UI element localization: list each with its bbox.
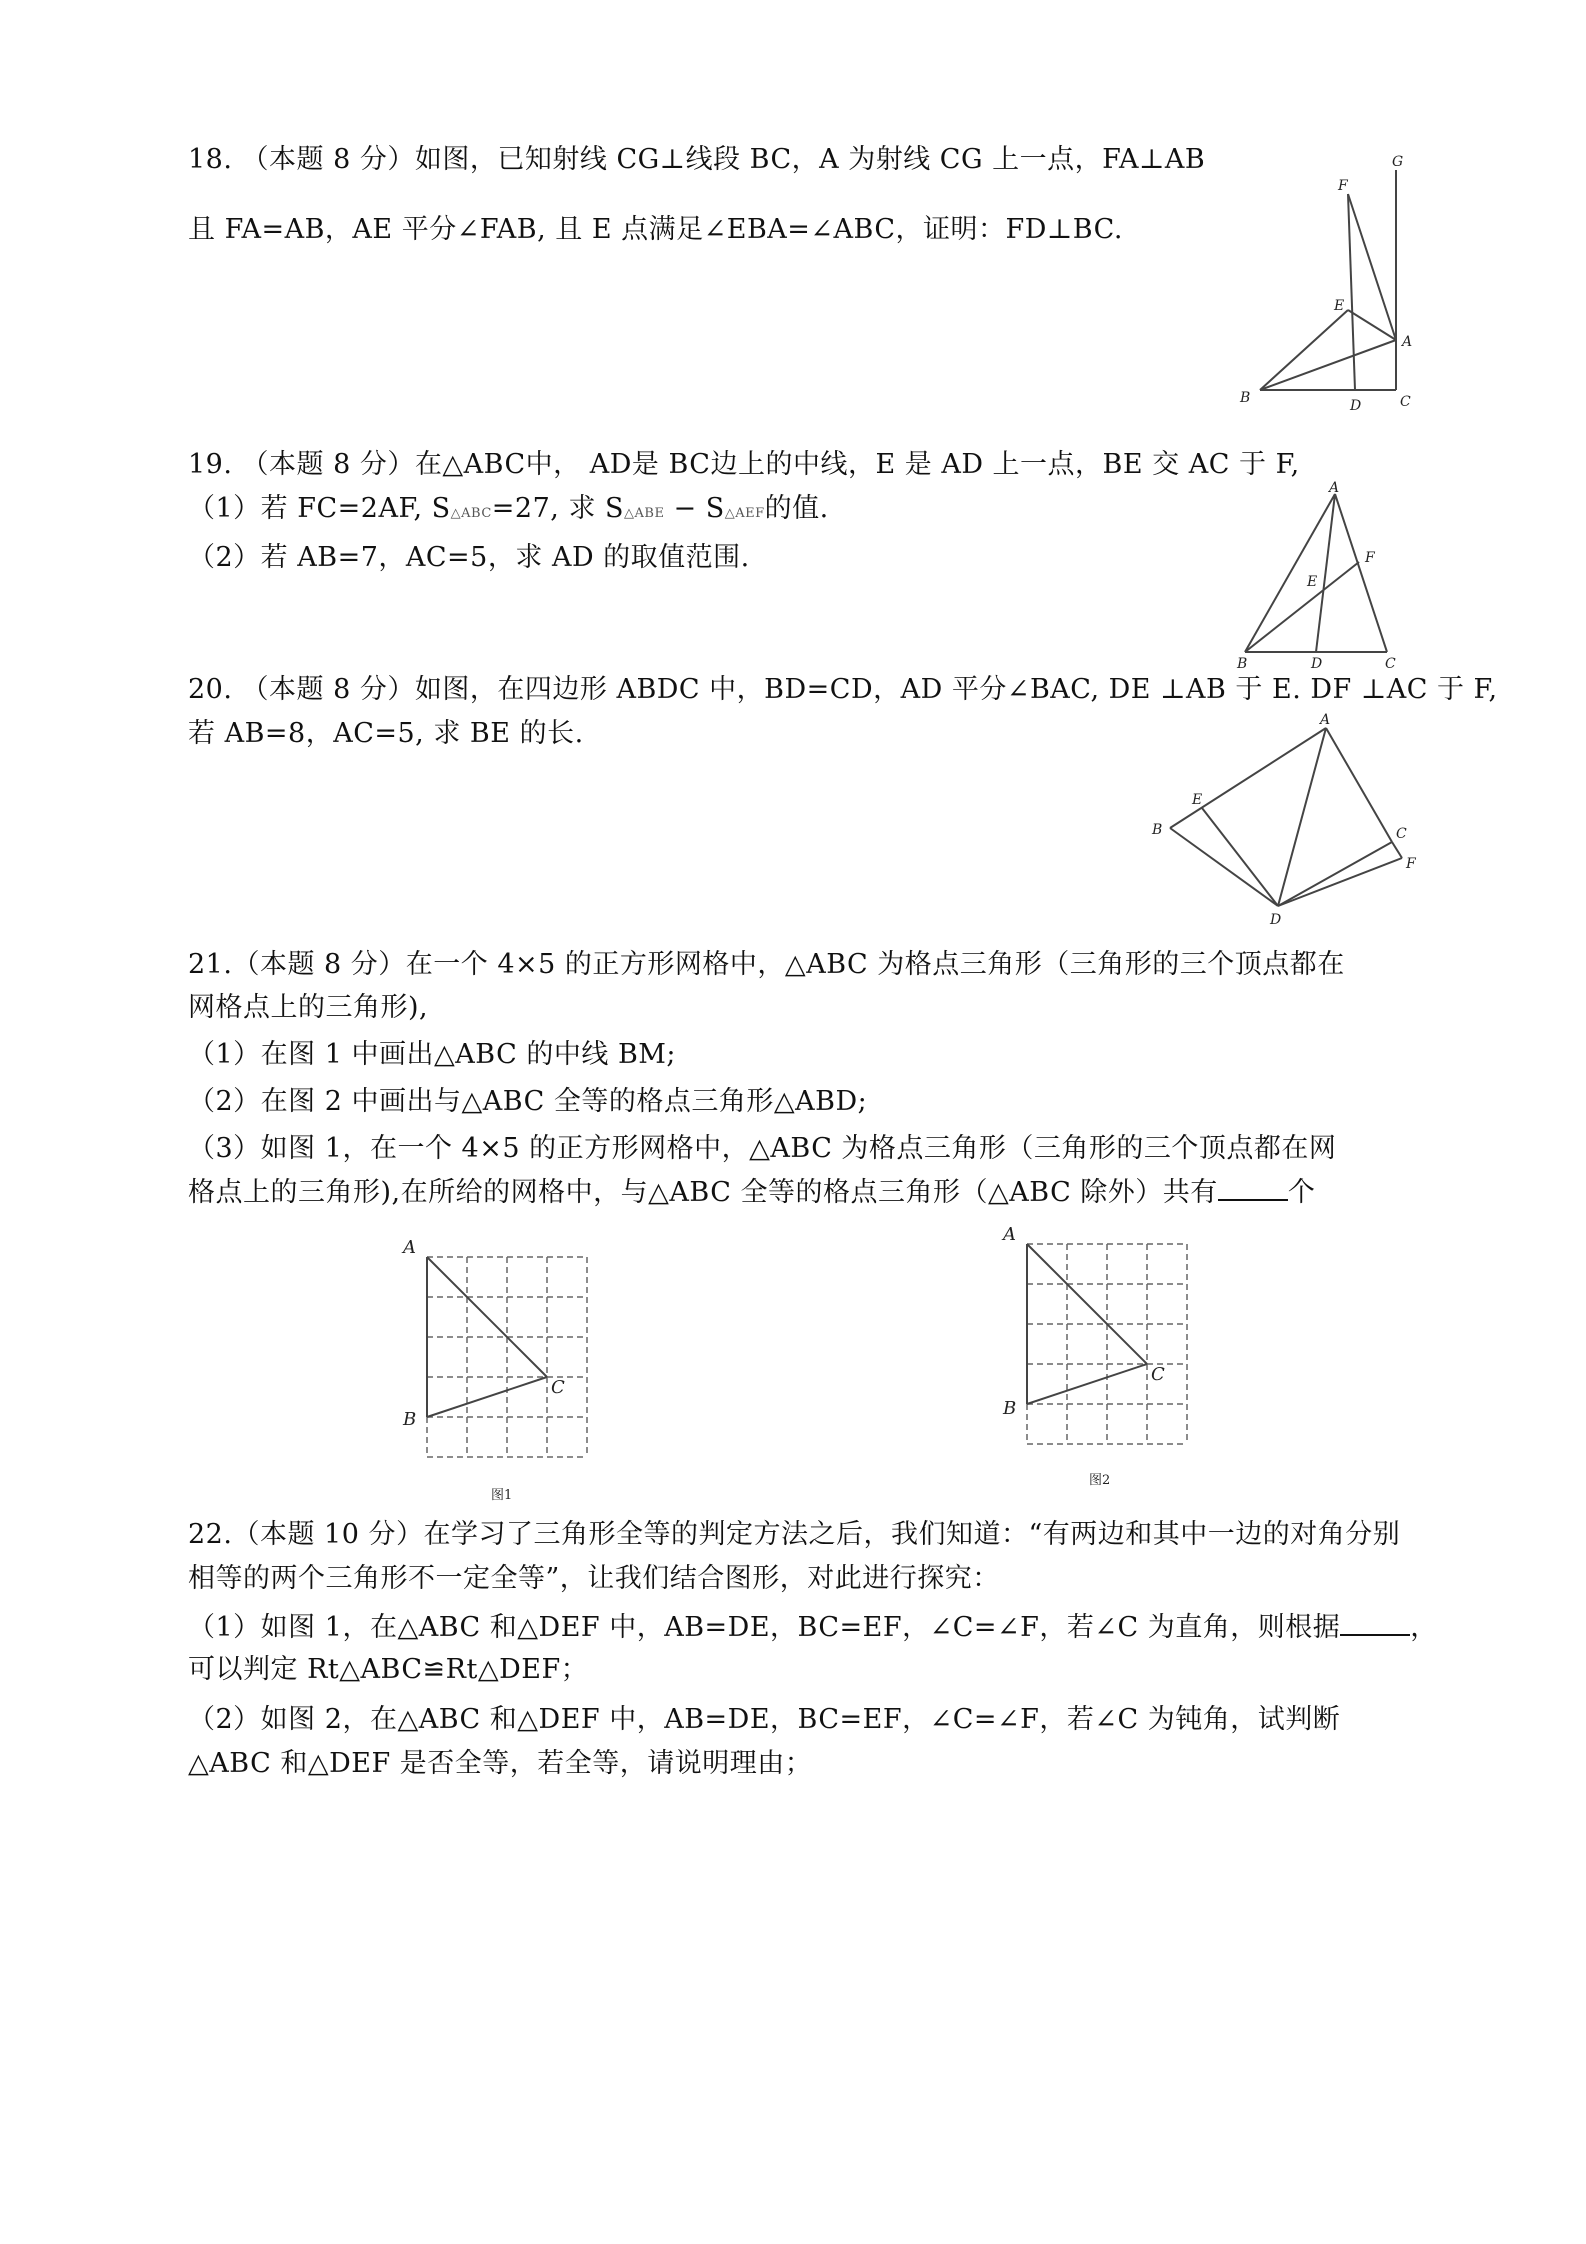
q18-text-line1: 18. （本题 8 分）如图，已知射线 CG⊥线段 BC，A 为射线 CG 上一点，FA⊥AB: [188, 144, 1206, 175]
q19-sub-abe: △ABE: [624, 506, 665, 521]
q19-part1-d: 的值.: [764, 493, 829, 524]
q21-text-line5: （3）如图 1，在一个 4×5 的正方形网格中，△ABC 为格点三角形（三角形的三个顶点都在网: [188, 1133, 1337, 1164]
q19-label-e: E: [1307, 574, 1318, 590]
q18-figure: [1220, 150, 1440, 420]
q20-label-a: A: [1320, 712, 1331, 728]
q19-label-d: D: [1311, 656, 1323, 670]
q20-label-f: F: [1406, 856, 1416, 872]
q22-text-line3: [188, 1608, 1438, 1646]
q19-label-a: A: [1329, 480, 1340, 496]
q20-text-line2: 若 AB=8，AC=5, 求 BE 的长.: [188, 718, 584, 749]
q22-text-line4: 可以判定 Rt△ABC≌Rt△DEF；: [188, 1654, 589, 1685]
q19-sub-aef: △AEF: [724, 506, 765, 521]
q21-figure1: [395, 1235, 615, 1515]
q19-part1-b: =27, 求 S: [491, 493, 625, 524]
q21-text-line3: （1）在图 1 中画出△ABC 的中线 BM;: [188, 1039, 677, 1070]
q21-fig2-label-c: C: [1151, 1364, 1165, 1385]
q18-label-d: D: [1350, 398, 1362, 414]
q20-text-line1: 20. （本题 8 分）如图，在四边形 ABDC 中，BD=CD，AD 平分∠BAC, DE ⊥AB 于 E. DF ⊥AC 于 F,: [188, 674, 1498, 705]
q21-text-line2: 网格点上的三角形),: [188, 992, 429, 1023]
q21-line6-text: 格点上的三角形),在所给的网格中，与△ABC 全等的格点三角形（△ABC 除外）共有: [188, 1177, 1218, 1208]
q18-label-c: C: [1400, 394, 1411, 410]
q20-label-b: B: [1152, 822, 1163, 838]
q21-fig1-label-b: B: [403, 1409, 417, 1430]
q19-part1-c: − S: [664, 493, 725, 524]
q19-text-line1: 19. （本题 8 分）在△ABC中， AD是 BC边上的中线，E 是 AD 上一点，BE 交 AC 于 F,: [188, 449, 1300, 480]
q19-figure: [1225, 480, 1415, 670]
q21-fig1-label-a: A: [403, 1237, 416, 1258]
q22-text-line5: （2）如图 2，在△ABC 和△DEF 中，AB=DE，BC=EF，∠C=∠F，若∠C 为钝角，试判断: [188, 1704, 1341, 1735]
q22-line3-end: ，: [1410, 1612, 1438, 1643]
q18-label-g: G: [1392, 154, 1404, 170]
q21-text-line4: （2）在图 2 中画出与△ABC 全等的格点三角形△ABD;: [188, 1086, 868, 1117]
q21-figure2: [995, 1222, 1215, 1502]
q22-text-line1: 22.（本题 10 分）在学习了三角形全等的判定方法之后，我们知道：“有两边和其中一边的对角分别: [188, 1519, 1401, 1550]
q18-label-f: F: [1338, 178, 1348, 194]
q21-text-line1: 21.（本题 8 分）在一个 4×5 的正方形网格中，△ABC 为格点三角形（三角形的三个顶点都在: [188, 949, 1345, 980]
q21-fig2-caption: 图2: [1089, 1473, 1111, 1488]
q21-text-line6: [188, 1173, 1315, 1211]
q21-fig2-label-a: A: [1003, 1224, 1016, 1245]
q22-text-line6: △ABC 和△DEF 是否全等，若全等，请说明理由；: [188, 1748, 813, 1779]
q18-label-b: B: [1240, 390, 1251, 406]
q18-label-a: A: [1402, 334, 1413, 350]
q19-part1-a: （1）若 FC=2AF, S: [188, 493, 451, 524]
q19-label-c: C: [1385, 656, 1396, 670]
q21-fig1-caption: 图1: [491, 1488, 513, 1503]
q18-label-e: E: [1334, 298, 1345, 314]
q19-text-line3: （2）若 AB=7，AC=5，求 AD 的取值范围.: [188, 542, 750, 573]
q19-label-f: F: [1365, 550, 1375, 566]
q20-figure: [1140, 710, 1440, 930]
q19-label-b: B: [1237, 656, 1248, 670]
q20-label-c: C: [1396, 826, 1407, 842]
q21-fig2-label-b: B: [1003, 1398, 1017, 1419]
q22-text-line2: 相等的两个三角形不一定全等”，让我们结合图形，对此进行探究：: [188, 1563, 1000, 1594]
q19-text-line2: [188, 491, 829, 532]
q22-answer-blank[interactable]: [1340, 1608, 1410, 1636]
q20-label-e: E: [1192, 792, 1203, 808]
q20-label-d: D: [1270, 912, 1282, 928]
q21-fig1-label-c: C: [551, 1377, 565, 1398]
q22-line3-text: （1）如图 1，在△ABC 和△DEF 中，AB=DE，BC=EF，∠C=∠F，若∠C 为直角，则根据: [188, 1612, 1341, 1643]
q18-text-line2: 且 FA=AB，AE 平分∠FAB, 且 E 点满足∠EBA=∠ABC，证明：FD⊥BC.: [188, 214, 1123, 245]
q21-line6-unit: 个: [1287, 1177, 1316, 1208]
q19-sub-abc: △ABC: [450, 506, 492, 521]
q21-answer-blank[interactable]: [1218, 1173, 1288, 1201]
